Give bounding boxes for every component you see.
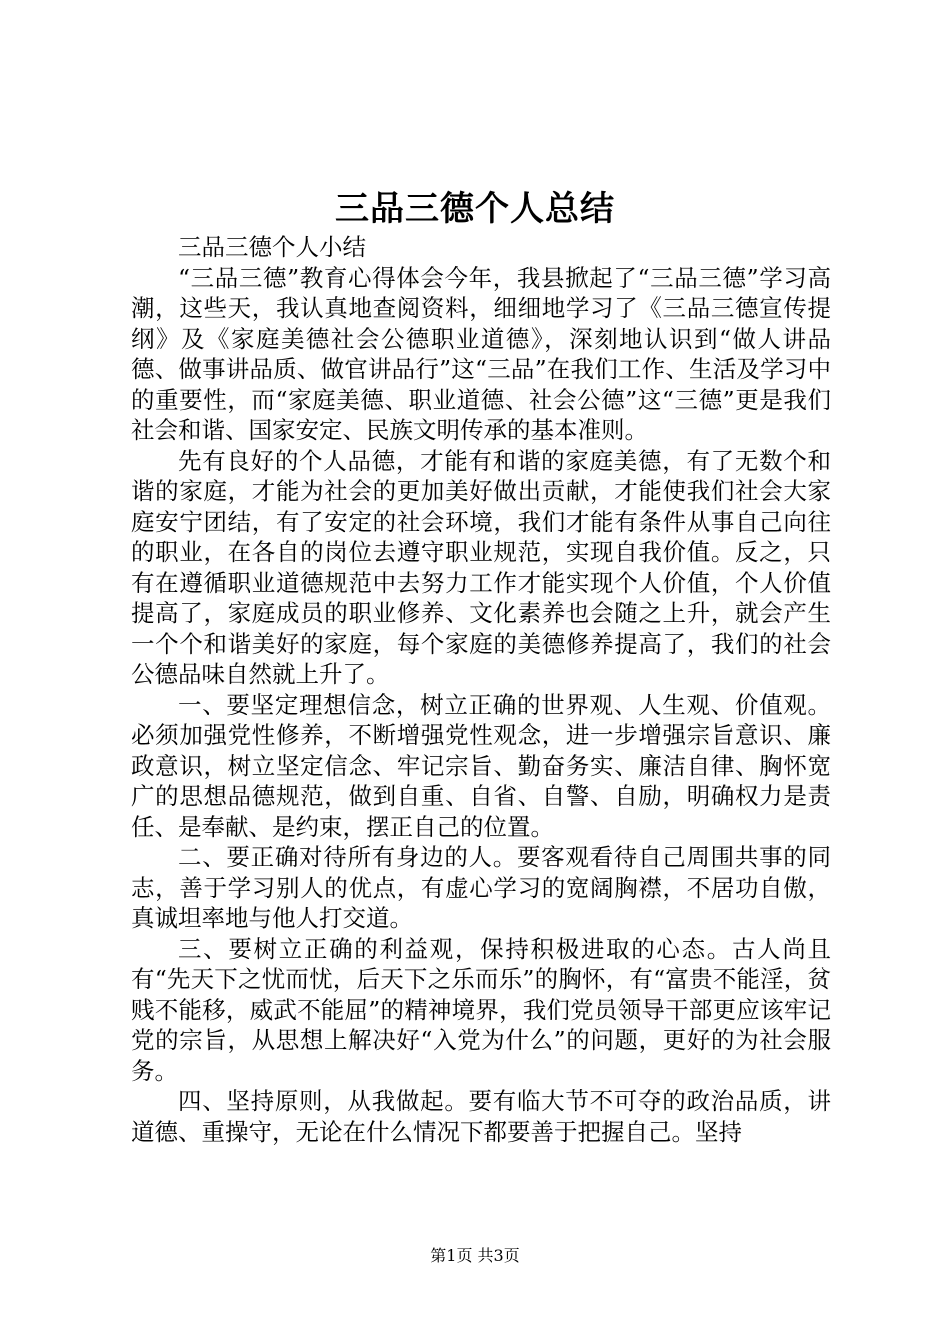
paragraph-virtue-relationship: 先有良好的个人品德，才能有和谐的家庭美德，有了无数个和谐的家庭，才能为社会的更加美好做出贡献，才能使我们社会大家庭安宁团结，有了安定的社会环境，我们才能有条件从事自己向往的职业，在各自的岗位去遵守职业规范，实现自我价值。反之，只有在遵循职业道德规范中去努力工作才能实现个人价值，个人价值提高了，家庭成员的职业修养、文化素养也会随之上升，就会产生一个个和谐美好的家庭，每个家庭的美德修养提高了，我们的社会公德品味自然就上升了。 xyxy=(131,446,831,688)
document-title: 三品三德个人总结 xyxy=(335,189,615,229)
page-number-footer: 第1页 共3页 xyxy=(430,1246,520,1265)
paragraph-point-four: 四、坚持原则，从我做起。要有临大节不可夺的政治品质，讲道德、重操守，无论在什么情况下都要善于把握自己。坚持 xyxy=(131,1087,831,1146)
paragraph-intro: “三品三德”教育心得体会今年，我县掀起了“三品三德”学习高潮，这些天，我认真地查阅资料，细细地学习了《三品三德宣传提纲》及《家庭美德社会公德职业道德》，深刻地认识到“做人讲品德、做事讲品质、做官讲品行”这“三品”在我们工作、生活及学习中的重要性，而“家庭美德、职业道德、社会公德”这“三德”更是我们社会和谐、国家安定、民族文明传承的基本准则。 xyxy=(131,263,831,444)
paragraph-point-three: 三、要树立正确的利益观，保持积极进取的心态。古人尚且有“先天下之忧而忧，后天下之乐而乐”的胸怀，有“富贵不能淫，贫贱不能移，威武不能屈”的精神境界，我们党员领导干部更应该牢记党的宗旨，从思想上解决好“入党为什么”的问题，更好的为社会服务。 xyxy=(131,934,831,1085)
paragraph-point-two: 二、要正确对待所有身边的人。要客观看待自己周围共事的同志，善于学习别人的优点，有虚心学习的宽阔胸襟，不居功自傲，真诚坦率地与他人打交道。 xyxy=(131,843,831,932)
document-subtitle: 三品三德个人小结 xyxy=(178,233,366,261)
paragraph-point-one: 一、要坚定理想信念，树立正确的世界观、人生观、价值观。必须加强党性修养，不断增强党性观念，进一步增强宗旨意识、廉政意识，树立坚定信念、牢记宗旨、勤奋务实、廉洁自律、胸怀宽广的思想品德规范，做到自重、自省、自警、自励，明确权力是责任、是奉献、是约束，摆正自己的位置。 xyxy=(131,690,831,841)
document-body xyxy=(131,232,831,1147)
